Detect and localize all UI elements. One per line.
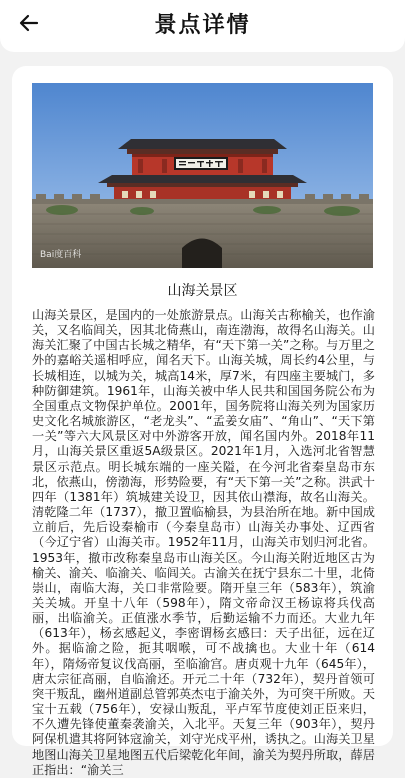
page-title: 景点详情 — [154, 13, 251, 38]
spot-name: 山海关景区 — [167, 283, 238, 299]
top-bar — [0, 0, 405, 52]
spot-detail-card — [12, 66, 393, 777]
photo-watermark: Bai度百科 — [40, 250, 82, 260]
spot-photo — [32, 83, 373, 268]
spot-description: 山海关景区，是国内的一处旅游景点。山海关古称榆关，也作渝关，又名临闾关，因其北倚燕山，南连渤海，故得名山海关。山海关汇聚了中国古长城之精华，有“天下第一关”之称。与万里之外的嘉峪关遥相呼应，闻名天下。山海关城，周长约4公里，与长城相连，以城为关，城高14米，厚7米，有四座主要城门，多种防御建筑。1961年，山海关被中华人民共和国国务院公布为全国重点文物保护单位。2001年，国务院将山海关列为国家历史文化名城旅游区，“老龙头”、“孟姜女庙”、“角山”、“天下第一关”等六大风景区对中外游客开放，闻名国内外。2018年11月，山海关景区重返5A级景区。2021年1月，入选河北省智慧景区示范点。明长城东端的一座关隘，在今河北省秦皇岛市东北，依燕山，傍渤海，形势险要，有“天下第一关”之称。洪武十四年（1381年）筑城建关设卫，因其依山襟海，故名山海关。清乾隆二年（1737），撤卫置临榆县，为县治所在地。新中国成立前后，先后设秦榆市（今秦皇岛市）山海关办事处、辽西省（今辽宁省）山海关市。1952年11月，山海关市划归河北省。1953年，撤市改称秦皇岛市山海关区。今山海关附近地区古为榆关、渝关、临渝关、临闾关。古渝关在抚宁县东二十里，北倚崇山，南临大海，关口非常险要。隋开皇三年（583年），筑渝关关城。开皇十八年（598年），隋文帝命汉王杨谅将兵伐高丽，出临渝关。正值涨水季节，后勤运输不力而还。大业九年（613年），杨玄感起义，李密谓杨玄感曰：天子出征，远在辽外。据临渝之险，扼其咽喉，可不战擒也。大业十年（614年），隋炀帝复议伐高丽，至临渝宫。唐贞观十九年（645年），唐太宗征高丽，自临渝还。开元二十年（732年），契丹首领可突干叛乱，幽州道副总管郭英杰屯于渝关外，为可突干所败。天宝十五载（756年），安禄山叛乱，平卢军节度使刘正臣来归，不久遭先锋使董秦袭渝关，入北平。天复三年（903年），契丹阿保机遣其将阿钵寇渝关，刘守光戍平州，诱执之。山海关卫星地图山海关卫星地图五代后梁乾化年间，渝关为契丹所取，薛居正指出：“渝关三 — [32, 308, 375, 777]
